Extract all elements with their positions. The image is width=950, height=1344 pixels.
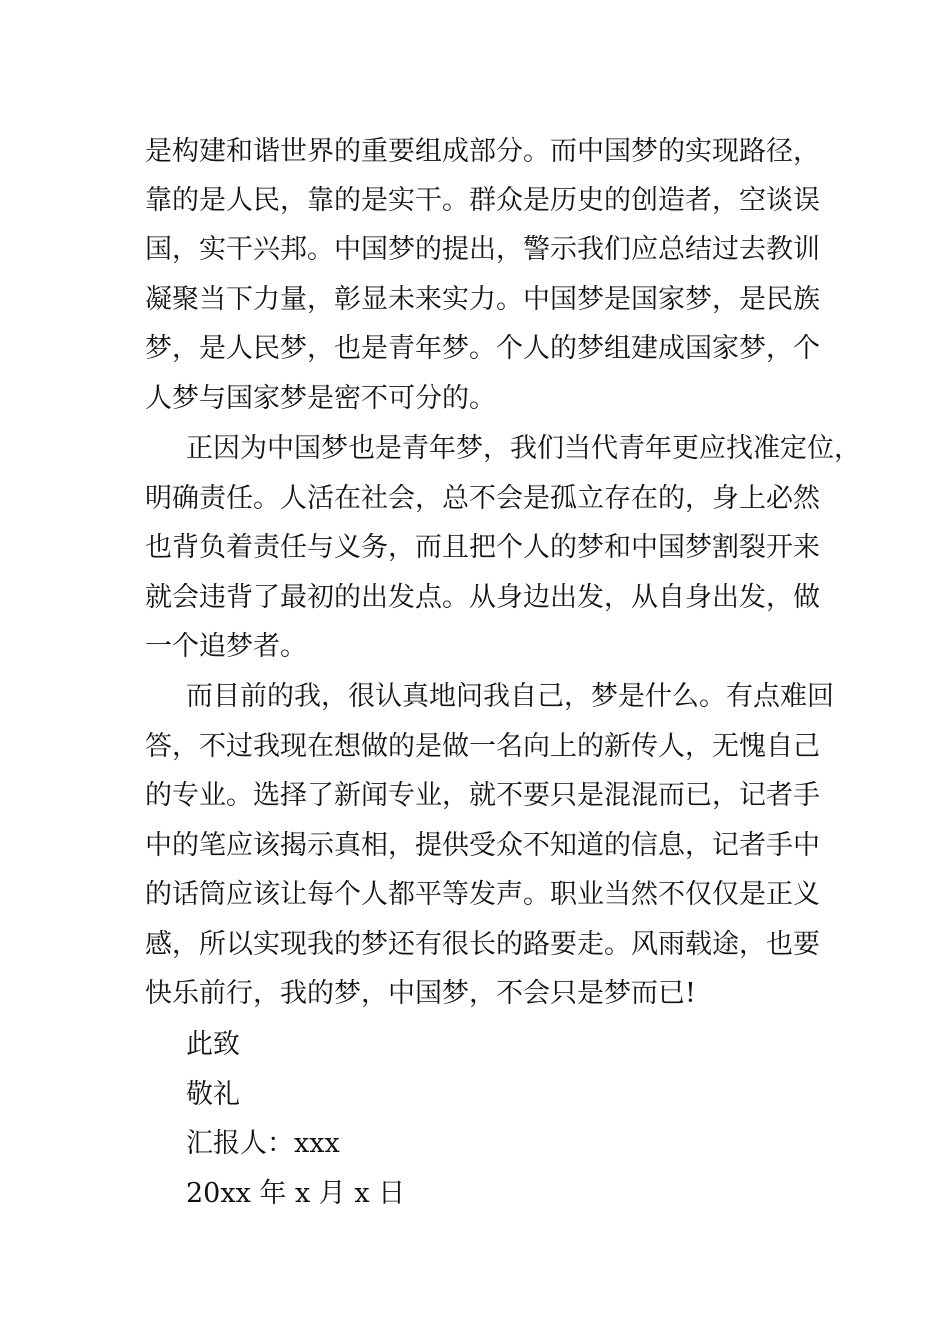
closing-reporter: 汇报人：xxx xyxy=(186,1128,340,1159)
paragraph-2-line-5: 一个追梦者。 xyxy=(145,631,307,662)
closing-date: 20xx 年 x 月 x 日 xyxy=(186,1178,406,1209)
paragraph-3-line-2: 答，不过我现在想做的是做一名向上的新传人，无愧自己 xyxy=(145,731,820,762)
paragraph-3-line-3: 的专业。选择了新闻专业，就不要只是混混而已，记者手 xyxy=(145,780,820,811)
paragraph-1-line-1: 是构建和谐世界的重要组成部分。而中国梦的实现路径， xyxy=(145,136,820,167)
closing-salutation-1: 此致 xyxy=(186,1029,240,1060)
paragraph-3-line-1: 而目前的我，很认真地问我自己，梦是什么。有点难回 xyxy=(186,681,834,712)
paragraph-3-line-7: 快乐前行，我的梦，中国梦，不会只是梦而已! xyxy=(145,978,696,1009)
paragraph-2-line-4: 就会违背了最初的出发点。从身边出发，从自身出发，做 xyxy=(145,582,820,613)
paragraph-1-line-6: 人梦与国家梦是密不可分的。 xyxy=(145,383,496,414)
paragraph-2-line-2: 明确责任。人活在社会，总不会是孤立存在的，身上必然 xyxy=(145,483,820,514)
paragraph-1-line-3: 国，实干兴邦。中国梦的提出，警示我们应总结过去教训 xyxy=(145,234,820,265)
closing-salutation-2: 敬礼 xyxy=(186,1079,240,1110)
paragraph-3-line-5: 的话筒应该让每个人都平等发声。职业当然不仅仅是正义 xyxy=(145,879,820,910)
paragraph-1-line-5: 梦，是人民梦，也是青年梦。个人的梦组建成国家梦，个 xyxy=(145,333,820,364)
paragraph-1-line-4: 凝聚当下力量，彰显未来实力。中国梦是国家梦，是民族 xyxy=(145,284,820,315)
paragraph-3-line-4: 中的笔应该揭示真相，提供受众不知道的信息，记者手中 xyxy=(145,830,820,861)
paragraph-2-line-1: 正因为中国梦也是青年梦，我们当代青年更应找准定位， xyxy=(186,433,861,464)
paragraph-3-line-6: 感，所以实现我的梦还有很长的路要走。风雨载途，也要 xyxy=(145,929,820,960)
paragraph-1-line-2: 靠的是人民，靠的是实干。群众是历史的创造者，空谈误 xyxy=(145,185,820,216)
paragraph-2-line-3: 也背负着责任与义务，而且把个人的梦和中国梦割裂开来 xyxy=(145,532,820,563)
